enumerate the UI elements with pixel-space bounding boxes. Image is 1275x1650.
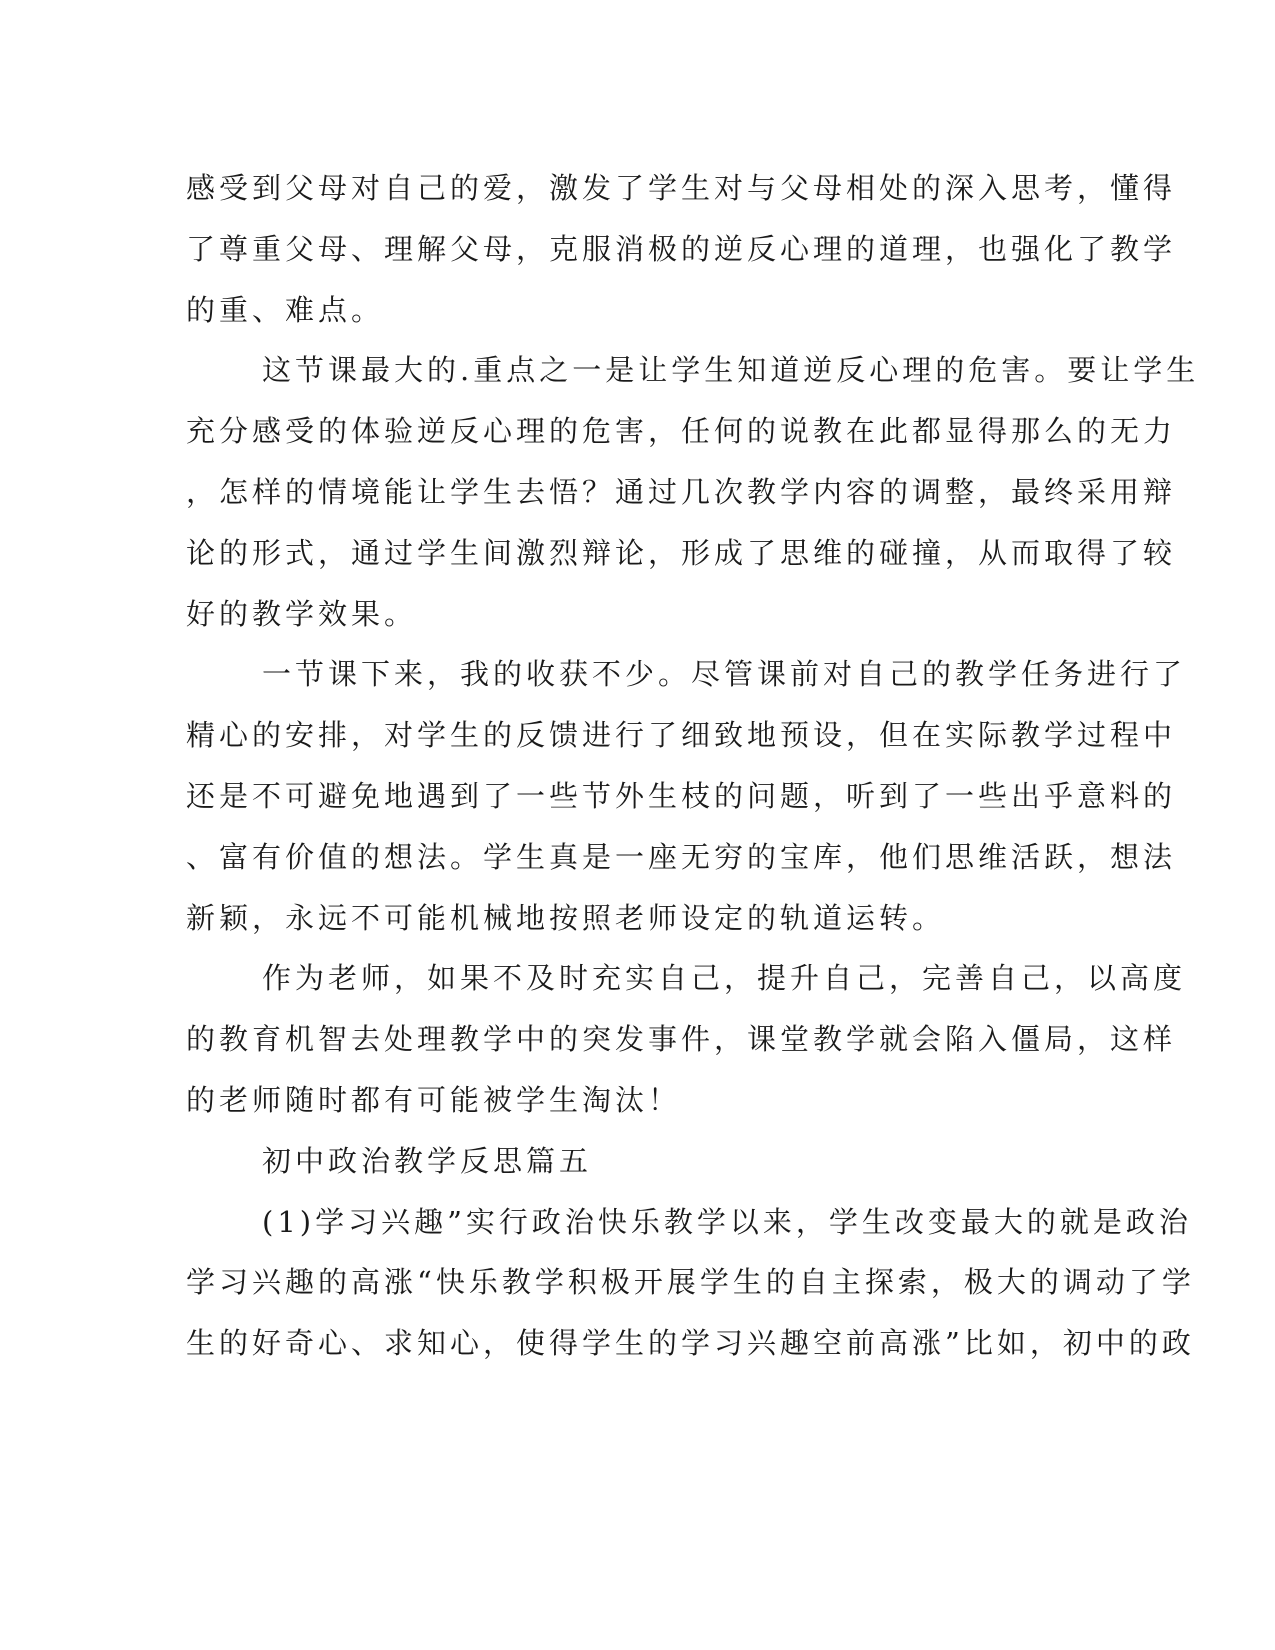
text-line: 论的形式，通过学生间激烈辩论，形成了思维的碰撞，从而取得了较 [186,535,1177,570]
text-line: 学习兴趣的高涨“快乐教学积极开展学生的自主探索，极大的调动了学 [186,1265,1195,1300]
text-line: 充分感受的体验逆反心理的危害，任何的说教在此都显得那么的无力 [186,414,1177,449]
text-line: 一节课下来，我的收获不少。尽管课前对自己的教学任务进行了 [262,657,1187,692]
text-line: 作为老师，如果不及时充实自己，提升自己，完善自己，以高度 [262,961,1187,996]
text-line: 的重、难点。 [186,292,385,327]
text-line: 感受到父母对自己的爱，激发了学生对与父母相处的深入思考，懂得 [186,171,1177,205]
section-heading: 初中政治教学反思篇五 [262,1143,593,1178]
text-line: 生的好奇心、求知心，使得学生的学习兴趣空前高涨”比如，初中的政 [186,1326,1195,1361]
text-line: ，怎样的情境能让学生去悟？通过几次教学内容的调整，最终采用辩 [186,474,1177,509]
text-line: (1)学习兴趣”实行政治快乐教学以来，学生改变最大的就是政治 [262,1204,1192,1239]
text-line: 的教育机智去处理教学中的突发事件，课堂教学就会陷入僵局，这样 [186,1022,1177,1057]
text-line: 的老师随时都有可能被学生淘汰！ [186,1082,682,1117]
text-line: 精心的安排，对学生的反馈进行了细致地预设，但在实际教学过程中 [186,718,1177,753]
text-line: 还是不可避免地遇到了一些节外生枝的问题，听到了一些出乎意料的 [186,778,1177,813]
text-line: 、富有价值的想法。学生真是一座无穷的宝库，他们思维活跃，想法 [186,839,1177,874]
text-line: 新颖，永远不可能机械地按照老师设定的轨道运转。 [186,900,946,935]
text-line: 了尊重父母、理解父母，克服消极的逆反心理的道理，也强化了教学 [186,231,1177,266]
document-body [186,158,1200,1374]
text-line: 这节课最大的.重点之一是让学生知道逆反心理的危害。要让学生 [262,353,1200,388]
text-line: 好的教学效果。 [186,596,418,631]
